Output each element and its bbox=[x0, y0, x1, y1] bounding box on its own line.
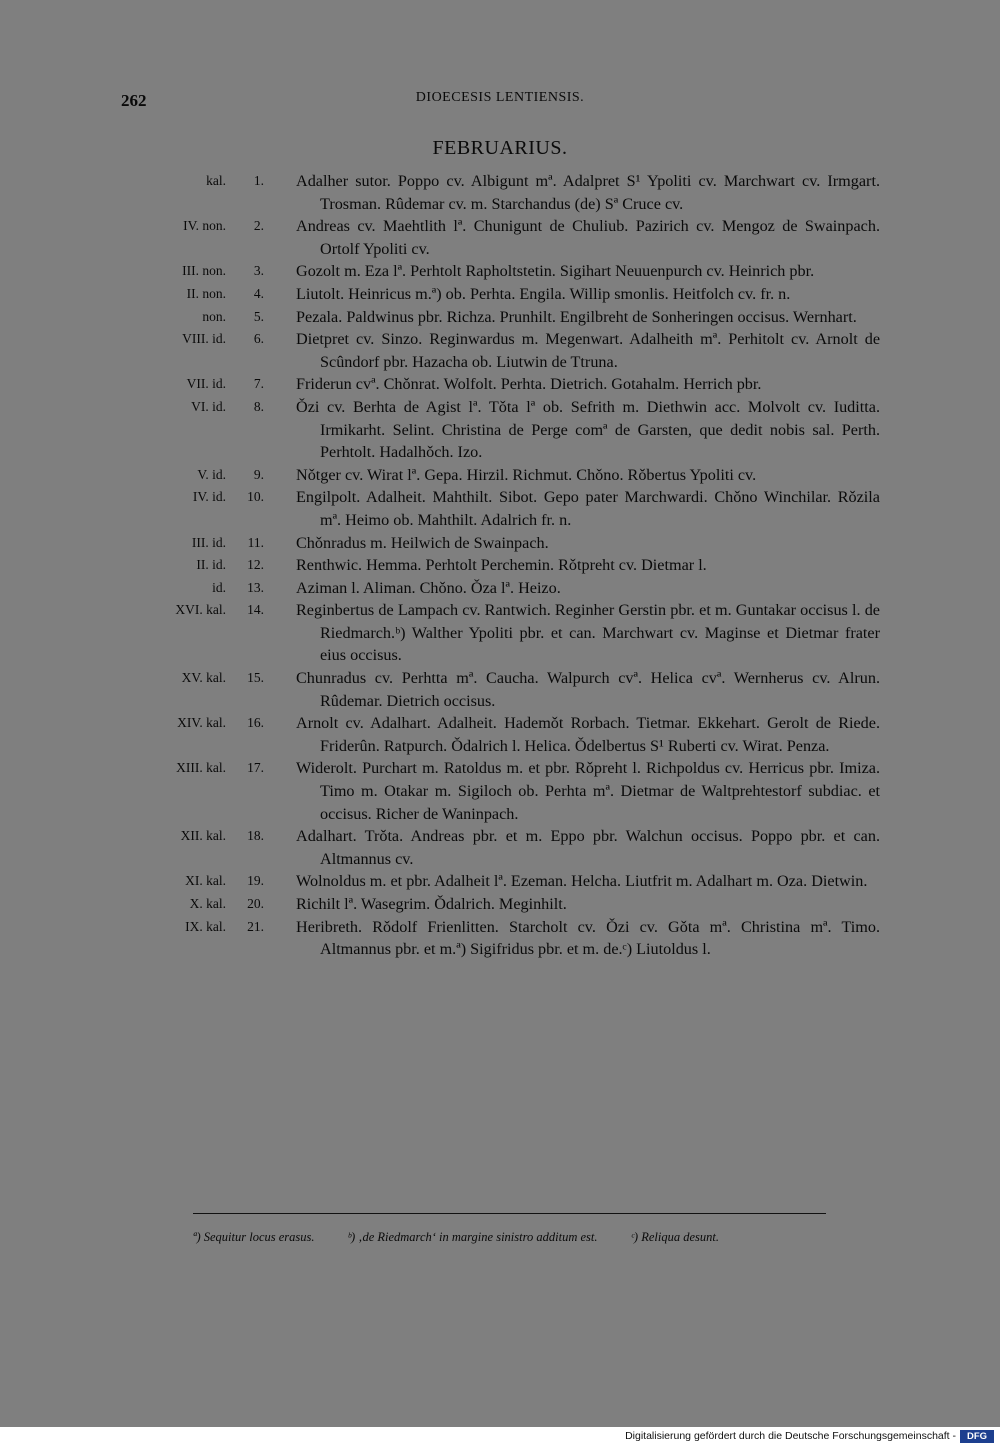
footnote-c: ᶜ) Reliqua desunt. bbox=[630, 1230, 719, 1244]
entry-row bbox=[140, 396, 880, 464]
day-number: 7. bbox=[253, 376, 264, 392]
entry-row bbox=[140, 667, 880, 712]
entry-row bbox=[140, 599, 880, 667]
footnote-rule bbox=[193, 1213, 826, 1214]
page-number: 262 bbox=[121, 91, 147, 110]
entry-text: Dietpret cv. Sinzo. Reginwardus m. Megenwart. Adalheith mª. Perhitolt cv. Arnolt de Scûndorf pbr. Hazacha ob. Liutwin de Ttruna. bbox=[296, 330, 880, 371]
entry-row bbox=[140, 373, 880, 396]
day-number: 12. bbox=[247, 557, 264, 573]
entry-text: Arnolt cv. Adalhart. Adalheit. Hademǒt Rorbach. Tietmar. Ekkehart. Gerolt de Riede. Friderûn. Ratpurch. Ǒdalrich l. Helica. Ǒdelbertus S¹ Ruberti cv. Wirat. Penza. bbox=[296, 714, 880, 755]
day-number: 16. bbox=[247, 715, 264, 731]
date-label: XIII. kal. bbox=[176, 760, 226, 776]
entry-row bbox=[140, 577, 880, 600]
day-number: 21. bbox=[247, 918, 264, 934]
entry-row bbox=[140, 757, 880, 825]
running-head: DIOECESIS LENTIENSIS. bbox=[415, 90, 585, 105]
entry-text: Engilpolt. Adalheit. Mahthilt. Sibot. Gepo pater Marchwardi. Chǒno Winchilar. Rǒzila mª. Heimo ob. Mahthilt. Adalrich fr. n. bbox=[296, 488, 880, 529]
day-number: 8. bbox=[253, 398, 264, 414]
date-label: II. non. bbox=[186, 285, 226, 301]
day-number: 10. bbox=[247, 489, 264, 505]
entry-text: Renthwic. Hemma. Perhtolt Perchemin. Rǒtpreht cv. Dietmar l. bbox=[296, 556, 707, 575]
day-number: 3. bbox=[253, 263, 264, 279]
day-number: 11. bbox=[247, 534, 264, 550]
day-number: 14. bbox=[247, 602, 264, 618]
entry-row bbox=[140, 712, 880, 757]
date-label: V. id. bbox=[197, 466, 226, 482]
entry-text: Reginbertus de Lampach cv. Rantwich. Reginher Gerstin pbr. et m. Guntakar occisus l. de Riedmarch.ᵇ) Walther Ypoliti pbr. et can. Marchwart cv. Maginse et Dietmar frater eius occisus. bbox=[296, 601, 880, 665]
entry-text: Ǒzi cv. Berhta de Agist lª. Tǒta lª ob. Sefrith m. Diethwin acc. Molvolt cv. Iuditta. Irmikarht. Selint. Christina de Perge comª de Garsten, que dedit nobis sal. Perth. Perhtolt. Hadalhǒch. Izo. bbox=[296, 397, 880, 462]
entry-text: Chǒnradus m. Heilwich de Swainpach. bbox=[296, 533, 549, 552]
entry-text: Richilt lª. Wasegrim. Ǒdalrich. Meginhilt. bbox=[296, 895, 567, 913]
date-label: IV. non. bbox=[183, 218, 226, 234]
date-label: XII. kal. bbox=[180, 828, 226, 844]
date-label: id. bbox=[212, 579, 226, 595]
entry-text: Aziman l. Aliman. Chǒno. Ǒza lª. Heizo. bbox=[296, 578, 561, 597]
entry-text: Pezala. Paldwinus pbr. Richza. Prunhilt. Engilbreht de Sonheringen occisus. Wernhart. bbox=[296, 307, 857, 326]
date-label: III. id. bbox=[191, 534, 226, 550]
date-label: IV. id. bbox=[192, 489, 226, 505]
footnote-b: ᵇ) ‚de Riedmarch‘ in margine sinistro additum est. bbox=[347, 1230, 598, 1244]
entry-text: Nǒtger cv. Wirat lª. Gepa. Hirzil. Richmut. Chǒno. Rǒbertus Ypoliti cv. bbox=[296, 465, 757, 484]
footnote-a: ª) Sequitur locus erasus. bbox=[193, 1230, 315, 1244]
entry-row bbox=[140, 916, 880, 961]
entry-text: Liutolt. Heinricus m.ª) ob. Perhta. Engila. Willip smonlis. Heitfolch cv. fr. n. bbox=[296, 284, 791, 303]
day-number: 19. bbox=[247, 873, 264, 889]
day-number: 20. bbox=[247, 896, 264, 911]
entry-row bbox=[140, 170, 880, 215]
day-number: 2. bbox=[253, 218, 264, 234]
section-title: FEBRUARIUS. bbox=[432, 137, 568, 159]
date-label: XVI. kal. bbox=[175, 602, 226, 618]
entry-row bbox=[140, 283, 880, 306]
date-label: XI. kal. bbox=[185, 873, 226, 889]
day-number: 18. bbox=[247, 828, 264, 844]
day-number: 17. bbox=[247, 760, 264, 776]
entry-text: Chunradus cv. Perhtta mª. Caucha. Walpurch cvª. Helica cvª. Wernherus cv. Alrun. Rûdemar. Dietrich occisus. bbox=[296, 669, 880, 710]
day-number: 1. bbox=[253, 173, 264, 188]
date-label: VI. id. bbox=[191, 398, 226, 414]
date-label: X. kal. bbox=[189, 896, 226, 911]
entry-text: Adalher sutor. Poppo cv. Albigunt mª. Adalpret S¹ Ypoliti cv. Marchwart cv. Irmgart. Trosman. Rûdemar cv. m. Starchandus (de) Sª Cruce cv. bbox=[296, 172, 880, 213]
entry-row bbox=[140, 328, 880, 373]
day-number: 9. bbox=[253, 466, 264, 482]
entry-row bbox=[140, 893, 880, 916]
day-number: 6. bbox=[253, 331, 264, 347]
day-number: 15. bbox=[247, 670, 264, 686]
entry-row bbox=[140, 870, 880, 893]
footnotes bbox=[193, 1230, 873, 1245]
entry-row bbox=[140, 825, 880, 870]
day-number: 4. bbox=[253, 285, 264, 301]
day-number: 13. bbox=[247, 579, 264, 595]
entry-text: Andreas cv. Maehtlith lª. Chunigunt de Chuliub. Pazirich cv. Mengoz de Swainpach. Ortolf Ypoliti cv. bbox=[296, 217, 880, 258]
date-label: XIV. kal. bbox=[177, 715, 226, 731]
entry-text: Heribreth. Rǒdolf Frienlitten. Starcholt cv. Ǒzi cv. Gǒta mª. Christina mª. Timo. Altmannus pbr. et m.ª) Sigifridus pbr. et m. de.ᶜ) Liutoldus l. bbox=[296, 917, 880, 959]
entry-row bbox=[140, 215, 880, 260]
entry-text: Friderun cvª. Chǒnrat. Wolfolt. Perhta. Dietrich. Gotahalm. Herrich pbr. bbox=[296, 375, 762, 394]
date-label: VIII. id. bbox=[182, 331, 226, 347]
footer-bar bbox=[0, 1427, 1000, 1446]
date-label: kal. bbox=[206, 173, 226, 188]
dfg-logo: DFG bbox=[960, 1430, 994, 1443]
date-label: II. id. bbox=[196, 557, 226, 573]
entry-row bbox=[140, 486, 880, 531]
date-label: IX. kal. bbox=[185, 918, 226, 934]
day-number: 5. bbox=[253, 308, 264, 324]
entry-row bbox=[140, 260, 880, 283]
calendar-entries bbox=[140, 170, 880, 961]
entry-text: Widerolt. Purchart m. Ratoldus m. et pbr. Rǒpreht l. Richpoldus cv. Herricus pbr. Imiza. Timo m. Otakar m. Sigiloch ob. Perhta mª. Dietmar de Waltprehtestorf subdiac. et occisus. Richer de Waninpach. bbox=[296, 759, 880, 823]
footer-credit: Digitalisierung gefördert durch die Deutsche Forschungsgemeinschaft - bbox=[625, 1430, 956, 1442]
date-label: XV. kal. bbox=[181, 670, 226, 686]
entry-text: Gozolt m. Eza lª. Perhtolt Rapholtstetin. Sigihart Neuuenpurch cv. Heinrich pbr. bbox=[296, 262, 815, 281]
entry-text: Adalhart. Trǒta. Andreas pbr. et m. Eppo pbr. Walchun occisus. Poppo pbr. et can. Altmannus cv. bbox=[296, 827, 880, 868]
entry-row bbox=[140, 464, 880, 487]
date-label: III. non. bbox=[182, 263, 226, 279]
entry-row bbox=[140, 554, 880, 577]
date-label: VII. id. bbox=[186, 376, 226, 392]
entry-row bbox=[140, 306, 880, 329]
entry-text: Wolnoldus m. et pbr. Adalheit lª. Ezeman. Helcha. Liutfrit m. Adalhart m. Oza. Dietwin. bbox=[296, 872, 868, 891]
date-label: non. bbox=[202, 308, 226, 324]
entry-row bbox=[140, 532, 880, 555]
